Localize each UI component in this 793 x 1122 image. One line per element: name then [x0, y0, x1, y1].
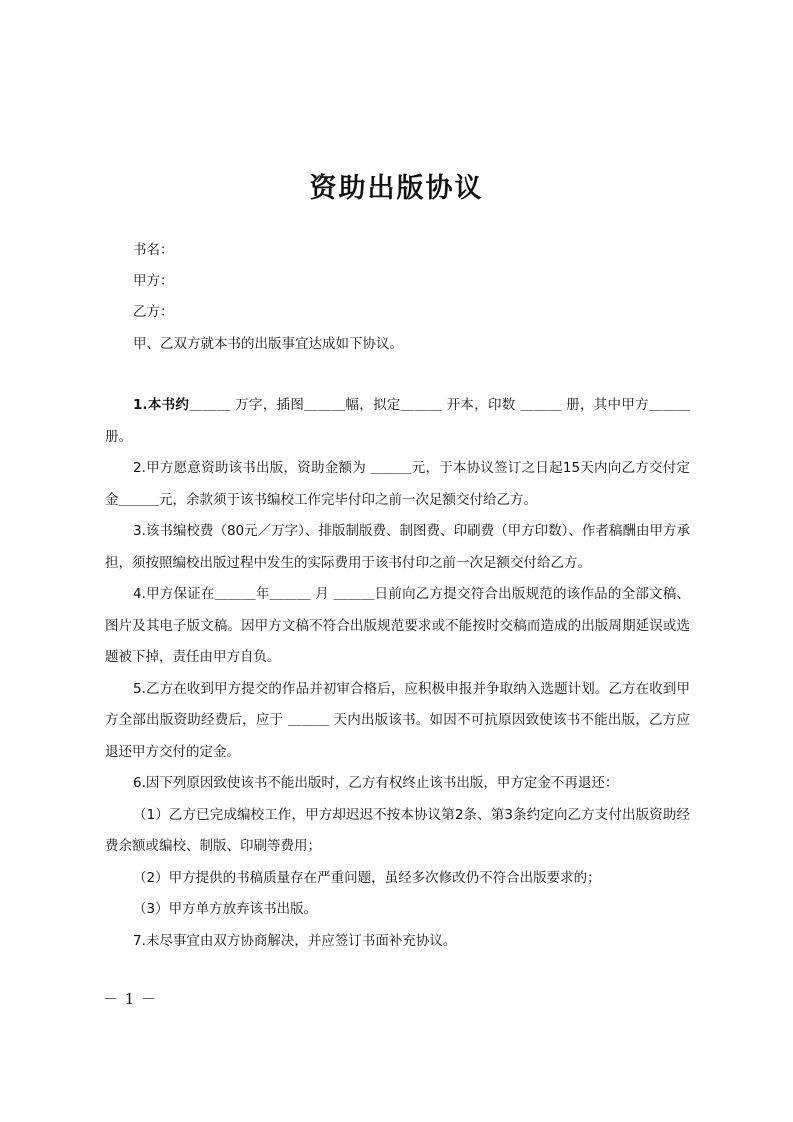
clause-3: 3.该书编校费（80元／万字）、排版制版费、制图费、印刷费（甲方印数）、作者稿酬由甲方承担，须按照编校出版过程中发生的实际费用于该书付印之前一次足额交付给乙方。 [105, 523, 690, 571]
clause-7: 7.未尽事宜由双方协商解决，并应签订书面补充协议。 [133, 932, 457, 949]
agreement-body [105, 390, 690, 957]
clause-6-item-3: （3）甲方单方放弃该书出版。 [133, 901, 318, 917]
clause-2: 2.甲方愿意资助该书出版，资助金额为 ＿＿＿元，于本协议签订之日起15天内向乙方交付定金＿＿＿元，余款须于该书编校工作完毕付印之前一次足额交付给乙方。 [105, 460, 690, 508]
page-number: － 1 － [103, 990, 158, 1008]
clause-4: 4.甲方保证在＿＿＿年＿＿＿ 月 ＿＿＿日前向乙方提交符合出版规范的该作品的全部文稿、图片及其电子版文稿。因甲方文稿不符合出版规范要求或不能按时交稿而造成的出版周期延误或选题被下掉，责任由甲方自负。 [105, 586, 690, 665]
clause-1-text: ＿＿＿ 万字，插图＿＿＿幅，拟定＿＿＿ 开本，印数 ＿＿＿ 册，其中甲方＿＿＿ 册。 [105, 397, 690, 445]
clause-6-item-1: （1）乙方已完成编校工作，甲方却迟迟不按本协议第2条、第3条约定向乙方支付出版资助经费余额或编校、制版、印刷等费用； [105, 806, 690, 854]
clause-5: 5.乙方在收到甲方提交的作品并初审合格后，应积极申报并争取纳入选题计划。乙方在收到甲方全部出版资助经费后，应于 ＿＿＿ 天内出版该书。如因不可抗原因致使该书不能出版，乙方应退还甲方交付的定金。 [105, 680, 690, 760]
party-b-label: 乙方： [133, 304, 174, 320]
agreement-intro: 甲、乙双方就本书的出版事宜达成如下协议。 [133, 336, 403, 352]
clause-6: 6.因下列原因致使该书不能出版时，乙方有权终止该书出版，甲方定金不再退还： [133, 775, 619, 791]
clause-6-item-2: （2）甲方提供的书稿质量存在严重问题，虽经多次修改仍不符合出版要求的； [133, 869, 601, 886]
document-title: 资助出版协议 [309, 173, 484, 204]
party-a-label: 甲方： [133, 273, 174, 289]
clause-1-lead: 1.本书约 [133, 397, 190, 413]
clause-1 [105, 390, 690, 453]
book-name-label: 书名： [133, 242, 174, 258]
